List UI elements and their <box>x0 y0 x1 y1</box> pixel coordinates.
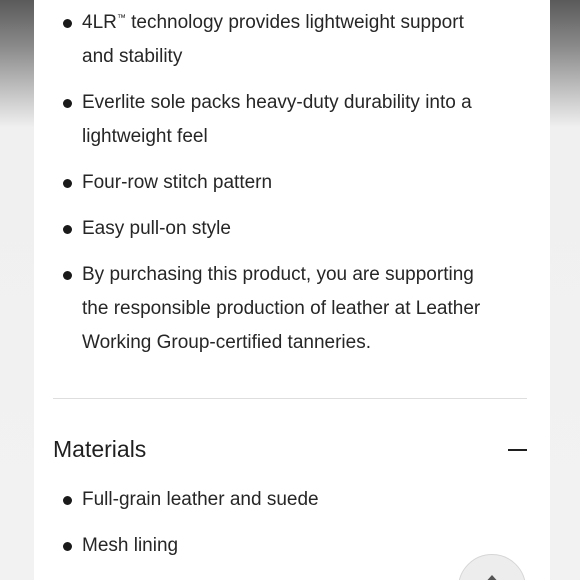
list-item: Four-row stitch pattern <box>34 166 492 200</box>
materials-title: Materials <box>53 436 147 462</box>
list-item <box>34 6 492 74</box>
materials-list <box>34 483 492 575</box>
trademark-symbol: ™ <box>116 12 126 23</box>
list-item: Full-grain leather and suede <box>34 483 492 517</box>
minus-icon[interactable] <box>508 449 527 451</box>
background-right <box>550 0 580 580</box>
materials-accordion-header[interactable] <box>53 430 527 470</box>
product-details-panel <box>34 0 550 580</box>
feature-4lr-text: technology provides lightweight support and stability <box>82 12 464 67</box>
feature-4lr-name: 4LR <box>82 12 117 33</box>
list-item: Mesh lining <box>34 529 492 563</box>
list-item: By purchasing this product, you are supporting the responsible production of leather at Leather Working Group-certified tanneries. <box>34 258 492 360</box>
arrow-up-icon <box>483 575 501 580</box>
list-item: Easy pull-on style <box>34 212 492 246</box>
features-list <box>34 6 492 372</box>
list-item: Everlite sole packs heavy-duty durability into a lightweight feel <box>34 86 492 154</box>
background-left <box>0 0 34 580</box>
section-divider <box>53 398 527 399</box>
